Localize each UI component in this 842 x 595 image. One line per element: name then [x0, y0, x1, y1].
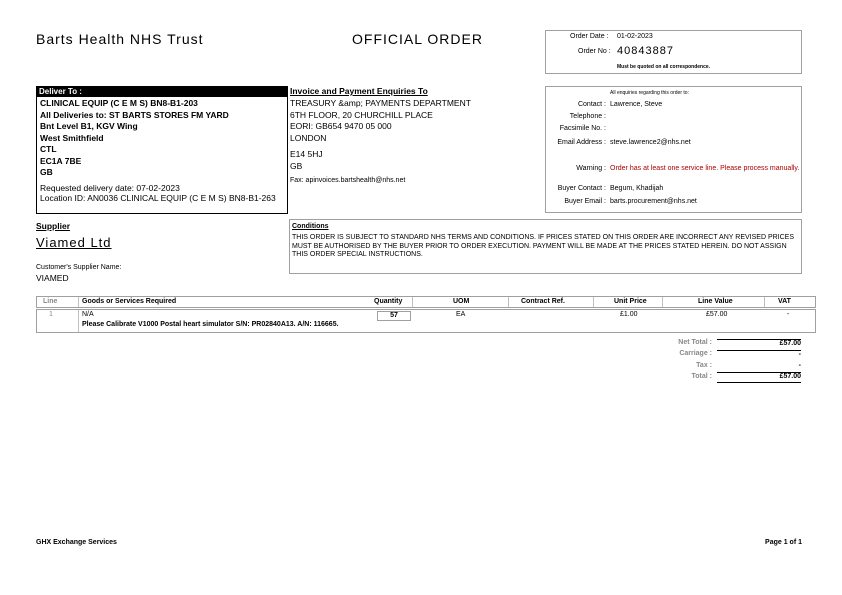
warning-label: Warning : [576, 165, 606, 172]
buyer-contact-value: Begum, Khadijah [610, 185, 664, 192]
customer-supplier-name: VIAMED [36, 273, 69, 283]
invoice-line: TREASURY &amp; PAYMENTS DEPARTMENT [290, 98, 471, 108]
address-line: West Smithfield [40, 132, 104, 143]
buyer-contact-label: Buyer Contact : [557, 185, 606, 192]
col-goods: Goods or Services Required [82, 298, 177, 305]
col-contract: Contract Ref. [521, 298, 565, 305]
net-total-label: Net Total : [678, 339, 712, 346]
tax-value: - [798, 362, 801, 369]
row-quantity: 57 [377, 311, 411, 321]
invoice-fax: Fax: apinvoices.bartshealth@nhs.net [290, 177, 406, 184]
row-goods: N/A [82, 311, 94, 318]
invoice-line: GB [290, 160, 303, 171]
conditions-box [289, 219, 802, 274]
contact-label: Contact : [577, 101, 606, 108]
address-line: GB [40, 167, 53, 177]
col-quantity: Quantity [374, 298, 403, 305]
email-value: steve.lawrence2@nhs.net [610, 139, 691, 146]
col-vat: VAT [778, 298, 791, 305]
buyer-email-label: Buyer Email : [564, 198, 606, 205]
lines-table-header [36, 296, 816, 308]
telephone-label: Telephone : [569, 113, 606, 120]
address-line: CLINICAL EQUIP (C E M S) BN8-B1-203 [40, 98, 198, 108]
page-number: Page 1 of 1 [765, 539, 802, 546]
deliver-address [40, 98, 229, 179]
order-number: 40843887 [617, 45, 674, 57]
supplier-title: Supplier [36, 221, 71, 231]
enquiries-heading: All enquiries regarding this order to: [610, 90, 689, 96]
deliver-to-box [36, 86, 288, 214]
warning-value: Order has at least one service line. Please process manually. [610, 165, 800, 172]
deliver-to-header [37, 87, 287, 97]
invoice-line: 6TH FLOOR, 20 CHURCHILL PLACE [290, 109, 433, 120]
order-date-label: Order Date : [570, 33, 609, 40]
order-no-label: Order No : [578, 48, 611, 55]
carriage-value: - [798, 351, 801, 358]
email-label: Email Address : [557, 139, 606, 146]
customer-supplier-label: Customer's Supplier Name: [36, 264, 122, 271]
order-info-box [545, 30, 802, 74]
invoice-line: EORI: GB654 9470 05 000 [290, 121, 392, 131]
location-id: Location ID: AN0036 CLINICAL EQUIP (C E M S) BN8-B1-263 [40, 193, 276, 203]
total-label: Total : [691, 373, 712, 380]
total-value: £57.00 [779, 373, 801, 380]
address-line: Bnt Level B1, KGV Wing [40, 121, 138, 131]
row-description: Please Calibrate V1000 Postal heart simulator S/N: PR02840A13. A/N: 116665. [82, 321, 339, 328]
order-date: 01-02-2023 [617, 33, 653, 40]
address-line: EC1A 7BE [40, 155, 82, 166]
address-line: CTL [40, 144, 57, 154]
supplier-name: Viamed Ltd [36, 235, 112, 250]
table-row [36, 309, 816, 333]
conditions-title: Conditions [292, 223, 329, 230]
invoice-title: Invoice and Payment Enquiries To [290, 86, 428, 96]
col-unit-price: Unit Price [614, 298, 647, 305]
carriage-label: Carriage : [679, 350, 712, 357]
col-uom: UOM [453, 298, 470, 305]
row-line: 1 [49, 311, 53, 318]
net-total-value: £57.00 [779, 340, 801, 347]
org-name: Barts Health NHS Trust [36, 31, 204, 47]
quote-note: Must be quoted on all correspondence. [617, 64, 711, 70]
row-uom: EA [456, 311, 466, 318]
document-title: OFFICIAL ORDER [352, 31, 483, 47]
row-vat: - [787, 311, 790, 318]
invoice-line: LONDON [290, 132, 327, 143]
deliver-to-title: Deliver To : [39, 87, 82, 96]
conditions-text: THIS ORDER IS SUBJECT TO STANDARD NHS TERMS AND CONDITIONS. IF PRICES STATED ON THIS ORDER ARE INCORRECT ANY REVISED PRICES MUST BE AUTHORISED BY THE BUYER PRIOR TO ORDER EXECUTION. PAYMENT WILL BE MADE AT THE PRICES STATED HEREIN. DO NOT ASSIGN THIS ORDER SPECIAL INSTRUCTIONS. [292, 234, 795, 258]
col-line-value: Line Value [698, 298, 733, 305]
invoice-address [290, 98, 471, 172]
buyer-email-value: barts.procurement@nhs.net [610, 198, 697, 205]
row-unit-price: £1.00 [620, 311, 638, 318]
requested-delivery-date: Requested delivery date: 07-02-2023 [40, 183, 180, 193]
col-line: Line [43, 298, 58, 305]
contact-value: Lawrence, Steve [610, 101, 663, 108]
tax-label: Tax : [696, 362, 712, 369]
address-line: All Deliveries to: ST BARTS STORES FM YARD [40, 109, 229, 120]
enquiries-box [545, 86, 802, 213]
fax-label: Facsimile No. : [559, 125, 606, 132]
row-line-value: £57.00 [706, 311, 728, 318]
invoice-line: E14 5HJ [290, 149, 323, 159]
footer-left: GHX Exchange Services [36, 539, 117, 546]
